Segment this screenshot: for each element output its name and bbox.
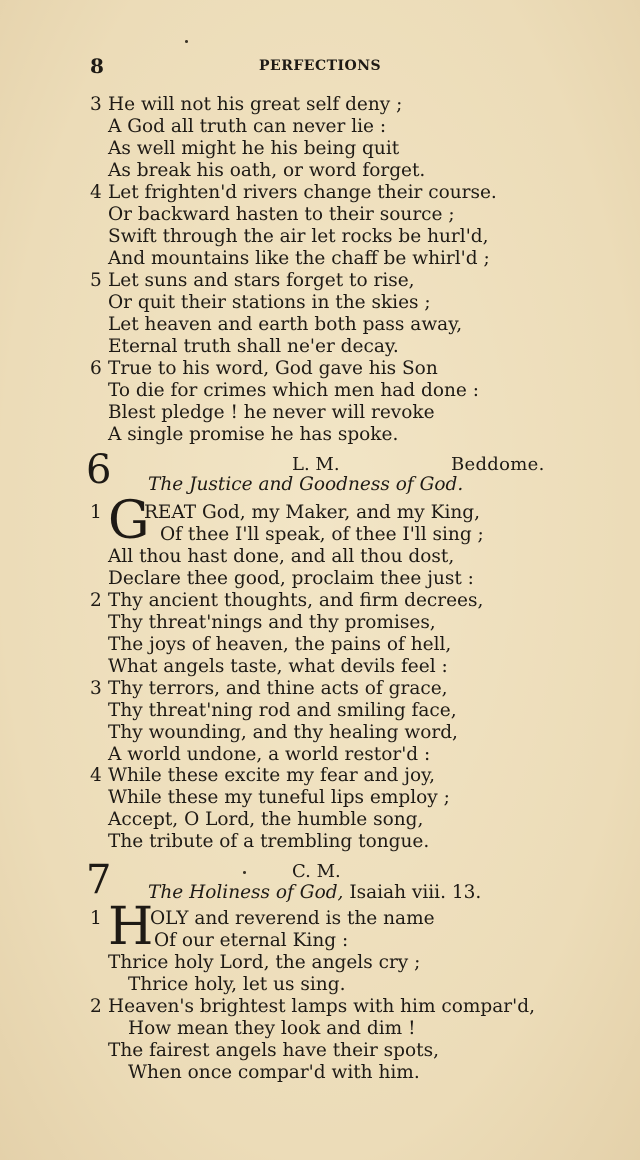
verse-line: Thrice holy, let us sing. — [128, 974, 346, 995]
stanza-number: 1 — [90, 908, 102, 929]
hymn-number: 7 — [86, 857, 112, 903]
verse-line: While these excite my fear and joy, — [108, 765, 435, 786]
stanza-number: 2 — [90, 996, 102, 1017]
hymn-subtitle: The Justice and Goodness of God. — [148, 474, 464, 495]
verse-line: A God all truth can never lie : — [108, 116, 387, 137]
verse-line: While these my tuneful lips employ ; — [108, 787, 450, 808]
verse-line: OLY and reverend is the name — [150, 908, 435, 929]
verse-line: The tribute of a trembling tongue. — [108, 831, 430, 852]
verse-line: As break his oath, or word forget. — [108, 160, 426, 181]
verse-line: He will not his great self deny ; — [108, 94, 403, 115]
verse-line: Thy terrors, and thine acts of grace, — [108, 678, 448, 699]
verse-line: Swift through the air let rocks be hurl'd, — [108, 226, 489, 247]
subtitle-text: The Holiness of God, — [148, 882, 344, 903]
verse-line: Of thee I'll speak, of thee I'll sing ; — [160, 524, 484, 545]
ink-speck — [243, 871, 246, 874]
ink-speck — [185, 40, 188, 43]
verse-line: Let frighten'd rivers change their course. — [108, 182, 497, 203]
hymn-meter: L. M. — [292, 454, 340, 475]
stanza-number: 4 — [90, 182, 102, 203]
verse-line: What angels taste, what devils feel : — [108, 656, 448, 677]
stanza-number: 3 — [90, 678, 102, 699]
hymn-meter: C. M. — [292, 861, 341, 882]
verse-line: A world undone, a world restor'd : — [108, 744, 431, 765]
hymn-number: 6 — [86, 447, 112, 493]
stanza-number: 1 — [90, 502, 102, 523]
verse-line: Heaven's brightest lamps with him compar'd, — [108, 996, 535, 1017]
page-number: 8 — [90, 54, 104, 78]
verse-line: How mean they look and dim ! — [128, 1018, 416, 1039]
drop-cap: G — [108, 491, 150, 551]
verse-line: Eternal truth shall ne'er decay. — [108, 336, 399, 357]
verse-line: Or backward hasten to their source ; — [108, 204, 455, 225]
verse-line: The joys of heaven, the pains of hell, — [108, 634, 452, 655]
verse-line: Thy threat'nings and thy promises, — [108, 612, 436, 633]
verse-line: Let heaven and earth both pass away, — [108, 314, 463, 335]
stanza-number: 2 — [90, 590, 102, 611]
stanza-number: 4 — [90, 765, 102, 786]
verse-line: And mountains like the chaff be whirl'd ; — [108, 248, 490, 269]
verse-line: To die for crimes which men had done : — [108, 380, 479, 401]
verse-line: Blest pledge ! he never will revoke — [108, 402, 435, 423]
verse-line: All thou hast done, and all thou dost, — [108, 546, 455, 567]
verse-line: When once compar'd with him. — [128, 1062, 420, 1083]
verse-line: Thrice holy Lord, the angels cry ; — [108, 952, 421, 973]
verse-line: Declare thee good, proclaim thee just : — [108, 568, 474, 589]
verse-line: Of our eternal King : — [154, 930, 349, 951]
verse-line: Thy ancient thoughts, and firm decrees, — [108, 590, 484, 611]
verse-line: REAT God, my Maker, and my King, — [144, 502, 481, 523]
stanza-number: 3 — [90, 94, 102, 115]
verse-line: Thy threat'ning rod and smiling face, — [108, 700, 457, 721]
stanza-number: 6 — [90, 358, 102, 379]
hymn-subtitle — [148, 882, 481, 903]
verse-line: Accept, O Lord, the humble song, — [108, 809, 424, 830]
verse-line: A single promise he has spoke. — [108, 424, 399, 445]
verse-line: Thy wounding, and thy healing word, — [108, 722, 458, 743]
verse-line: The fairest angels have their spots, — [108, 1040, 439, 1061]
verse-line: True to his word, God gave his Son — [108, 358, 438, 379]
drop-cap: H — [108, 897, 154, 957]
scripture-reference: Isaiah viii. 13. — [349, 882, 482, 903]
stanza-number: 5 — [90, 270, 102, 291]
running-title: PERFECTIONS — [259, 58, 382, 74]
hymn-author: Beddome. — [451, 454, 545, 475]
verse-line: Or quit their stations in the skies ; — [108, 292, 431, 313]
verse-line: As well might he his being quit — [108, 138, 400, 159]
verse-line: Let suns and stars forget to rise, — [108, 270, 415, 291]
